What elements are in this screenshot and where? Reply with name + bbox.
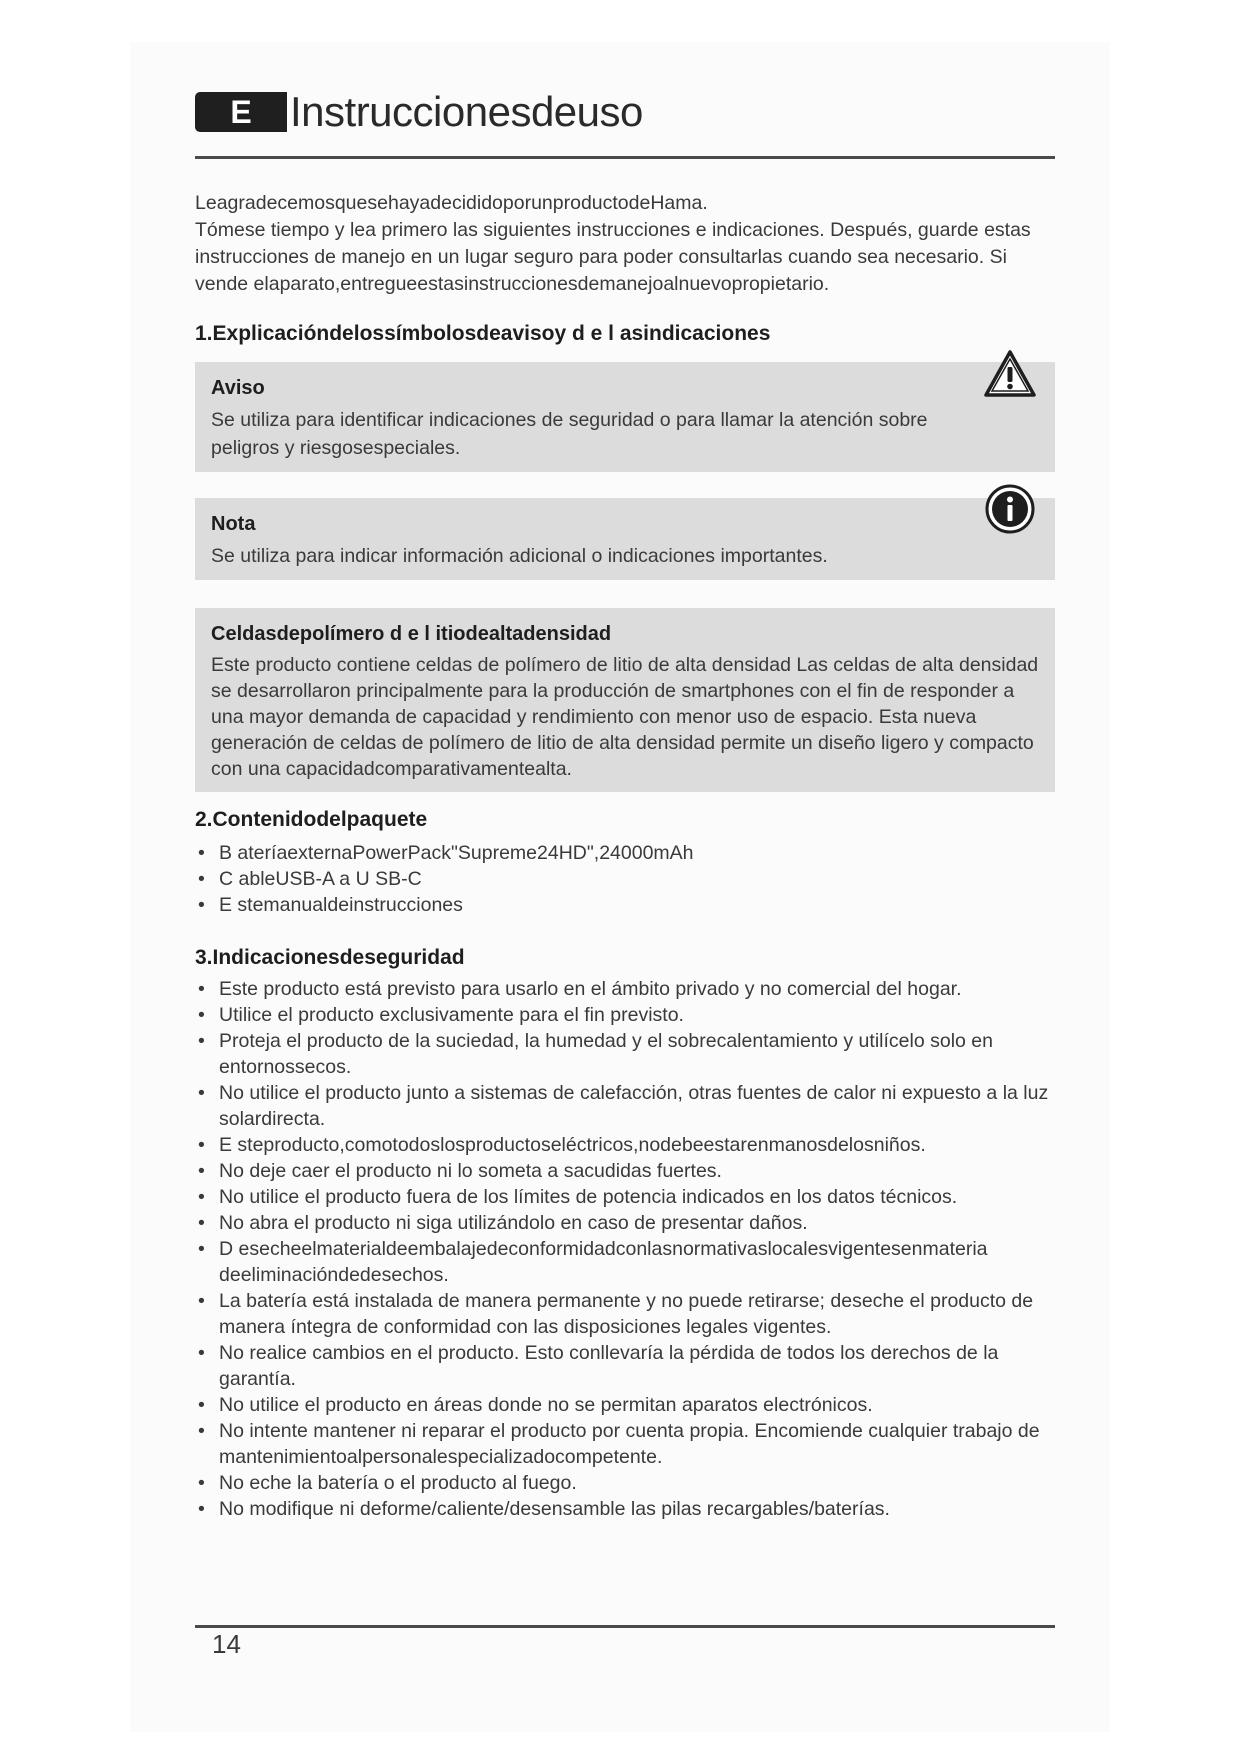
page-header: [195, 88, 1055, 162]
list-item: • No realice cambios en el producto. Esto conllevaría la pérdida de todos los derechos de la garantía.: [195, 1340, 1055, 1392]
intro-thanks: LeagradecemosquesehayadecididoporunproductodeHama.: [195, 192, 708, 214]
list-item: • D esecheelmaterialdeembalajedeconformidadconlasnormativaslocalesvigentesenmateria deeliminacióndedesechos.: [195, 1236, 1055, 1288]
list-item: • B ateríaexternaPowerPack"Supreme24HD",24000mAh: [195, 840, 1055, 866]
list-item: • No utilice el producto fuera de los límites de potencia indicados en los datos técnicos.: [195, 1184, 1055, 1210]
warning-triangle-icon: [983, 348, 1037, 402]
package-contents-list: [195, 840, 1055, 918]
section1-heading: 1.Explicacióndelossímbolosdeavisoy d e l asindicaciones: [195, 322, 771, 345]
info-circle-icon: [983, 482, 1037, 536]
page-number: 14: [212, 1629, 241, 1659]
lithium-cells-box: [195, 608, 1055, 792]
section2-heading: 2.Contenidodelpaquete: [195, 808, 428, 831]
list-item: • No intente mantener ni reparar el producto por cuenta propia. Encomiende cualquier trabajo de mantenimientoalpersonalespecializadocompetente.: [195, 1418, 1055, 1470]
lithium-cells-text: Este producto contiene celdas de polímero de litio de alta densidad Las celdas de alta densidad se desarrollaron principalmente para la producción de smartphones con el fin de responder a una mayor demanda de capacidad y rendimiento con menor uso de espacio. Esta nueva generación de celdas de polímero de litio de alta densidad permite un diseño ligero y compacto con una capacidadcomparativamentealta.: [211, 654, 1039, 780]
intro-block: [195, 190, 1055, 298]
page-title: Instruccionesdeuso: [290, 88, 643, 135]
safety-instructions-list: [195, 976, 1055, 1522]
list-item: • No deje caer el producto ni lo someta a sacudidas fuertes.: [195, 1158, 1055, 1184]
note-box: [195, 498, 1055, 580]
lithium-cells-title: Celdasdepolímero d e l itiodealtadensidad: [211, 623, 612, 645]
intro-instructions: Tómese tiempo y lea primero las siguientes instrucciones e indicaciones. Después, guarde estas instrucciones de manejo en un lugar seguro para poder consultarlas cuando sea necesario. Si vende elaparato,entregueestasinstruccionesdemanejoalnuevopropietario.: [195, 219, 1031, 295]
footer-divider: [195, 1625, 1055, 1628]
list-item: • C ableUSB-A a U SB-C: [195, 866, 1055, 892]
list-item: • No eche la batería o el producto al fuego.: [195, 1470, 1055, 1496]
note-title: Nota: [211, 513, 256, 535]
list-item: • No utilice el producto en áreas donde no se permitan aparatos electrónicos.: [195, 1392, 1055, 1418]
list-item: • E stemanualdeinstrucciones: [195, 892, 1055, 918]
list-item: • E steproducto,comotodoslosproductoseléctricos,nodebeestarenmanosdelosniños.: [195, 1132, 1055, 1158]
list-item: • No abra el producto ni siga utilizándolo en caso de presentar daños.: [195, 1210, 1055, 1236]
section3-heading: 3.Indicacionesdeseguridad: [195, 946, 465, 969]
note-text: Se utiliza para indicar información adicional o indicaciones importantes.: [211, 545, 828, 567]
header-divider: [195, 156, 1055, 159]
warning-box: [195, 362, 1055, 472]
warning-text: Se utiliza para identificar indicaciones de seguridad o para llamar la atención sobre peligros y riesgosespeciales.: [211, 409, 928, 459]
language-badge: E: [195, 92, 287, 132]
list-item: • Este producto está previsto para usarlo en el ámbito privado y no comercial del hogar.: [195, 976, 1055, 1002]
list-item: • Proteja el producto de la suciedad, la humedad y el sobrecalentamiento y utilícelo solo en entornossecos.: [195, 1028, 1055, 1080]
list-item: • La batería está instalada de manera permanente y no puede retirarse; deseche el producto de manera íntegra de conformidad con las disposiciones legales vigentes.: [195, 1288, 1055, 1340]
main-content: [195, 190, 1055, 1548]
list-item: • No utilice el producto junto a sistemas de calefacción, otras fuentes de calor ni expuesto a la luz solardirecta.: [195, 1080, 1055, 1132]
warning-title: Aviso: [211, 377, 265, 399]
list-item: • Utilice el producto exclusivamente para el fin previsto.: [195, 1002, 1055, 1028]
list-item: • No modifique ni deforme/caliente/desensamble las pilas recargables/baterías.: [195, 1496, 1055, 1522]
